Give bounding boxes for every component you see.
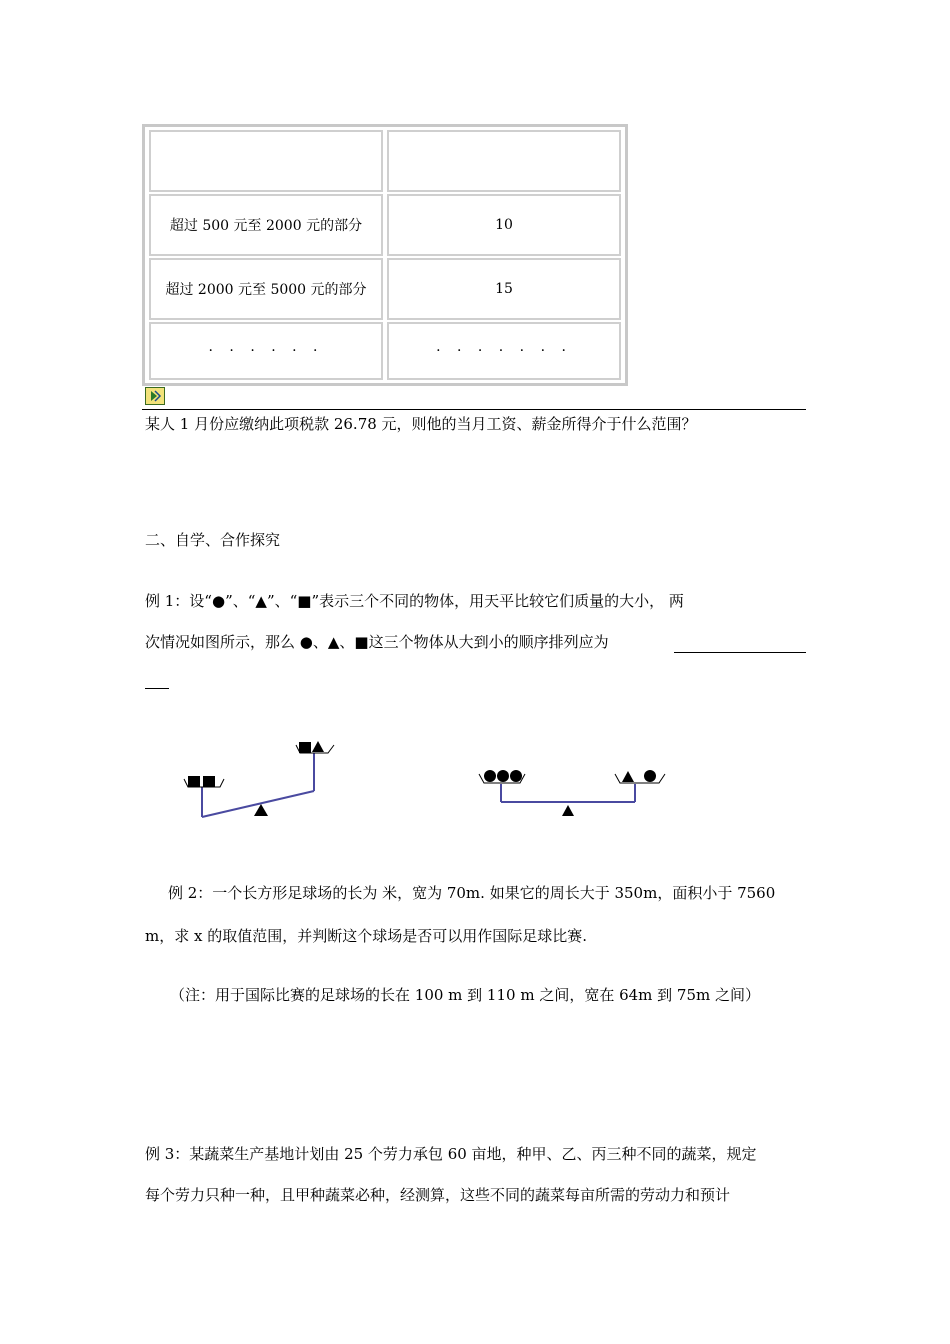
table-row	[149, 258, 621, 320]
example-3-line-2: 每个劳力只种一种，且甲种蔬菜必种，经测算，这些不同的蔬菜每亩所需的劳动力和预计	[145, 1186, 731, 1204]
table-cell-rate: · · · · · · ·	[387, 322, 621, 380]
table-cell-rate	[387, 130, 621, 192]
answer-blank	[674, 652, 806, 653]
table-row	[149, 194, 621, 256]
answer-blank-continued	[145, 688, 169, 689]
example-2-line-2: m，求 x 的取值范围，并判断这个球场是否可以用作国际足球比赛.	[145, 927, 587, 945]
table-row	[149, 130, 621, 192]
note-anchor-icon[interactable]	[145, 387, 165, 405]
section-heading: 二、自学、合作探究	[145, 531, 281, 549]
table-row	[149, 322, 621, 380]
horizontal-rule	[142, 409, 806, 410]
example-2-note: （注：用于国际比赛的足球场的长在 100 m 到 110 m 之间，宽在 64m 到 75m 之间）	[170, 986, 761, 1004]
example-2-line-1: 例 2：一个长方形足球场的长为 米，宽为 70m. 如果它的周长大于 350m，面积小于 7560	[168, 884, 776, 902]
table-cell-range: 超过 500 元至 2000 元的部分	[149, 194, 383, 256]
example-3-line-1: 例 3：某蔬菜生产基地计划由 25 个劳力承包 60 亩地，种甲、乙、丙三种不同的蔬菜，规定	[145, 1145, 757, 1163]
balance-figure-2	[475, 760, 675, 820]
table-cell-rate: 10	[387, 194, 621, 256]
tax-rate-table	[142, 124, 628, 386]
table-cell-rate: 15	[387, 258, 621, 320]
table-cell-range	[149, 130, 383, 192]
table-cell-range: · · · · · ·	[149, 322, 383, 380]
table-cell-range: 超过 2000 元至 5000 元的部分	[149, 258, 383, 320]
question-text: 某人 1 月份应缴纳此项税款 26.78 元，则他的当月工资、薪金所得介于什么范围？	[145, 415, 697, 433]
balance-figure-1	[178, 735, 348, 825]
example-1-line-1: 例 1：设“●”、“▲”、“■”表示三个不同的物体，用天平比较它们质量的大小， 两	[145, 592, 684, 610]
example-1-line-2: 次情况如图所示，那么 ●、▲、■这三个物体从大到小的顺序排列应为	[145, 633, 609, 651]
